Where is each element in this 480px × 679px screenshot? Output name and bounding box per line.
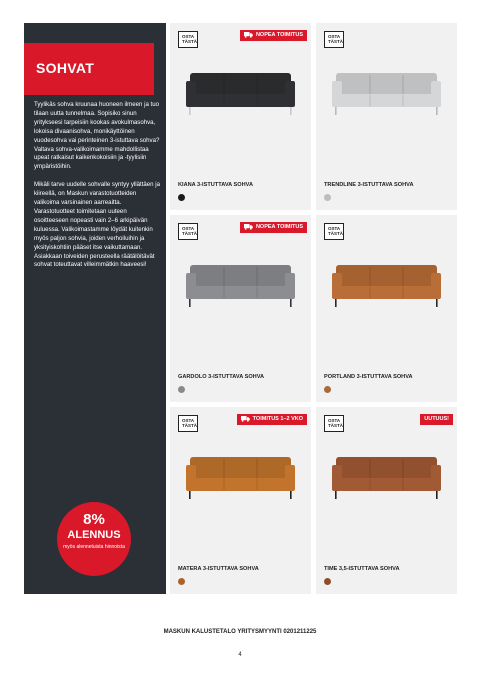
product-flag xyxy=(420,414,453,425)
product-name[interactable]: PORTLAND 3-ISTUTTAVA SOHVA xyxy=(324,374,413,380)
product-card-matera[interactable] xyxy=(170,407,311,594)
discount-word: ALENNUS xyxy=(67,529,121,541)
page-number: 4 xyxy=(238,652,242,658)
truck-icon xyxy=(244,224,253,230)
discount-note: myös alennetuista hinnoista xyxy=(63,544,125,550)
product-name[interactable]: MATERA 3-ISTUTTAVA SOHVA xyxy=(178,566,259,572)
product-name[interactable]: GARDOLO 3-ISTUTTAVA SOHVA xyxy=(178,374,265,380)
discount-badge xyxy=(57,502,131,576)
color-swatch[interactable] xyxy=(178,194,185,201)
product-flag xyxy=(240,222,307,233)
buy-here-button[interactable]: OSTA TÄSTÄ xyxy=(178,415,198,432)
category-title: SOHVAT xyxy=(36,60,95,76)
discount-percent: 8% xyxy=(83,511,105,528)
product-name[interactable]: KIANA 3-ISTUTTAVA SOHVA xyxy=(178,182,253,188)
color-swatch[interactable] xyxy=(324,386,331,393)
category-sidebar xyxy=(24,23,166,594)
intro-paragraph-1: Tyylikäs sohva kruunaa huoneen ilmeen ja tuo tilaan uutta tunnelmaa. Sopisiko sinun yritykseesi tarpeisiin kookas avokulmasohva, lokoisa divaanisohva, monikäyttöinen vuodesohva vai perinteinen 3-istuttava sohva? Valtava sohva-valikoimamme mahdollistaa upeat ratkaisut kaikenkokoisiin ja -tyylisiin ympäristöihin. xyxy=(34,101,160,171)
product-flag-label: TOIMITUS 1–2 VKO xyxy=(252,416,303,422)
category-title-box xyxy=(24,43,154,95)
product-card-gardolo[interactable] xyxy=(170,215,311,402)
buy-here-button[interactable]: OSTA TÄSTÄ xyxy=(178,31,198,48)
color-swatch[interactable] xyxy=(178,578,185,585)
sofa-image xyxy=(330,449,443,511)
product-flag-label: NOPEA TOIMITUS xyxy=(255,224,303,230)
product-name[interactable]: TRENDLINE 3-ISTUTTAVA SOHVA xyxy=(324,182,414,188)
product-name[interactable]: TIME 3,5-ISTUTTAVA SOHVA xyxy=(324,566,400,572)
product-card-trendline[interactable] xyxy=(316,23,457,210)
sofa-image xyxy=(330,257,443,319)
product-grid xyxy=(170,23,457,594)
buy-here-button[interactable]: OSTA TÄSTÄ xyxy=(324,415,344,432)
footer-contact: MASKUN KALUSTETALO YRITYSMYYNTI 0201211225 xyxy=(163,629,317,635)
sofa-image xyxy=(184,257,297,319)
truck-icon xyxy=(244,32,253,38)
product-card-time[interactable] xyxy=(316,407,457,594)
buy-here-button[interactable]: OSTA TÄSTÄ xyxy=(178,223,198,240)
sofa-image xyxy=(184,449,297,511)
intro-text xyxy=(34,101,160,279)
color-swatch[interactable] xyxy=(178,386,185,393)
product-flag xyxy=(240,30,307,41)
truck-icon xyxy=(241,416,250,422)
sofa-image xyxy=(184,65,297,127)
product-card-kiana[interactable] xyxy=(170,23,311,210)
product-flag-label: NOPEA TOIMITUS xyxy=(255,32,303,38)
color-swatch[interactable] xyxy=(324,578,331,585)
product-card-portland[interactable] xyxy=(316,215,457,402)
buy-here-button[interactable]: OSTA TÄSTÄ xyxy=(324,31,344,48)
product-flag-label: UUTUUS! xyxy=(424,416,449,422)
color-swatch[interactable] xyxy=(324,194,331,201)
sofa-image xyxy=(330,65,443,127)
intro-paragraph-2: Mikäli tarve uudelle sohvalle syntyy yllättäen ja kiireellä, on Maskun varastotuotteiden valikoima varsinainen aarreaitta. Varastotuotteet toimitetaan uuteen osoitteeseen nopeasti vain 2–6 arkipäivän kuluessa. Valikoimastamme löydät kuitenkin myös paljon sohvia, joiden verhoiluihin ja yksityiskohtiin pääset itse vaikuttamaan. Asiakkaan toiveiden perusteella räätälöitävät sohvat toteuttavat villeimmätkin haaveesi! xyxy=(34,181,160,269)
product-flag xyxy=(237,414,307,425)
buy-here-button[interactable]: OSTA TÄSTÄ xyxy=(324,223,344,240)
